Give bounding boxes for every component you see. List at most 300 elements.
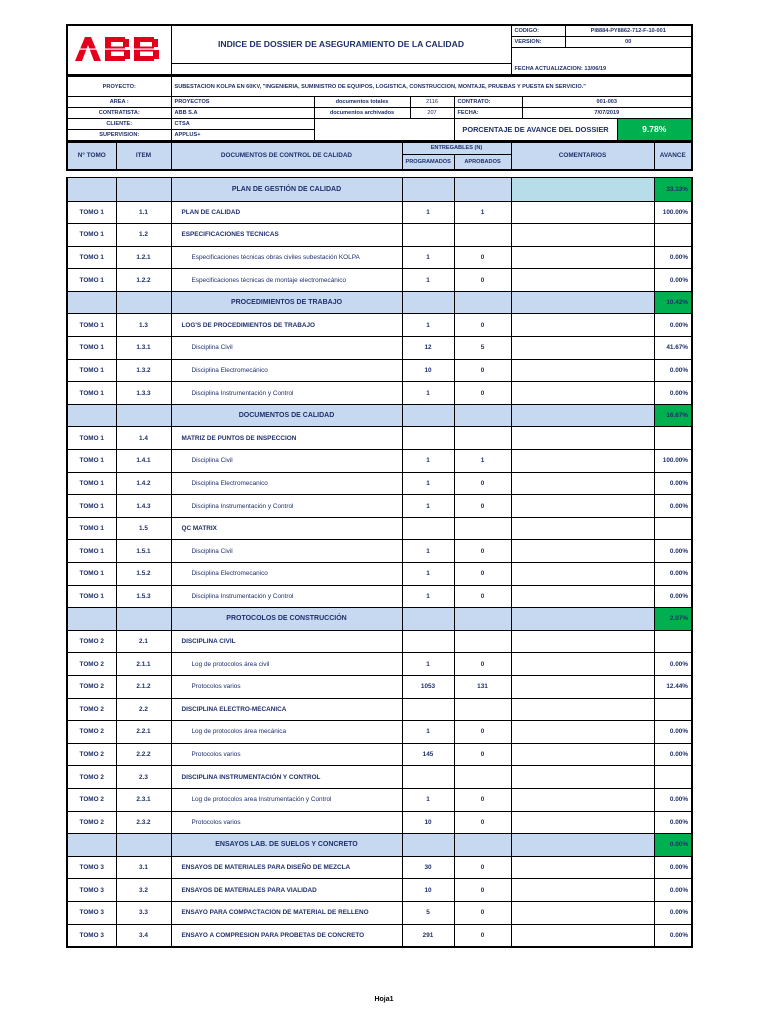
avance-cell: 41.67%	[654, 337, 692, 360]
supervision-value: APPLUS+	[171, 130, 314, 141]
item-cell: 3.2	[116, 879, 171, 902]
abb-logo-icon	[73, 35, 165, 63]
tomo-cell: TOMO 1	[67, 337, 116, 360]
comentarios-cell	[511, 653, 654, 676]
column-header-table	[66, 142, 693, 172]
programados-cell: 10	[402, 879, 454, 902]
avance-cell: 0.00%	[654, 269, 692, 292]
section-comment	[511, 178, 654, 202]
blank-cell	[116, 178, 171, 202]
tomo-cell: TOMO 1	[67, 450, 116, 473]
document-cell: Disciplina Civil	[171, 450, 402, 473]
blank-cell	[67, 291, 116, 314]
item-cell: 2.3.1	[116, 788, 171, 811]
codigo-value: PI8884-PY8862-712-F-10-001	[565, 25, 692, 36]
aprobados-cell: 0	[454, 653, 511, 676]
section-comment	[511, 291, 654, 314]
section-avance: 33.33%	[654, 178, 692, 202]
programados-cell: 30	[402, 856, 454, 879]
avance-cell: 0.00%	[654, 924, 692, 947]
comentarios-cell	[511, 698, 654, 721]
table-row	[67, 811, 692, 834]
tomo-cell: TOMO 2	[67, 811, 116, 834]
blank-cell	[402, 404, 454, 427]
section-row	[67, 834, 692, 857]
document-cell: Disciplina Instrumentación y Control	[171, 382, 402, 405]
avance-cell	[654, 630, 692, 653]
item-cell: 1.2.1	[116, 246, 171, 269]
col-aprobados: APROBADOS	[454, 154, 511, 170]
comentarios-cell	[511, 540, 654, 563]
aprobados-cell: 0	[454, 924, 511, 947]
comentarios-cell	[511, 675, 654, 698]
comentarios-cell	[511, 269, 654, 292]
aprobados-cell: 0	[454, 721, 511, 744]
tomo-cell: TOMO 1	[67, 585, 116, 608]
avance-cell	[654, 698, 692, 721]
avance-cell: 100.00%	[654, 201, 692, 224]
blank-cell	[511, 47, 692, 63]
section-title: PROTOCOLOS DE CONSTRUCCIÓN	[171, 608, 402, 631]
cliente-label: CLIENTE:	[67, 119, 171, 130]
avance-cell: 0.00%	[654, 856, 692, 879]
fecha-label: FECHA:	[454, 108, 522, 119]
comentarios-cell	[511, 382, 654, 405]
aprobados-cell: 0	[454, 811, 511, 834]
table-row	[67, 314, 692, 337]
blank-cell	[67, 608, 116, 631]
table-row	[67, 766, 692, 789]
blank-cell	[454, 608, 511, 631]
contrato-label: CONTRATO:	[454, 97, 522, 108]
blank-cell	[402, 178, 454, 202]
item-cell: 1.2.2	[116, 269, 171, 292]
table-row	[67, 517, 692, 540]
version-value: 00	[565, 36, 692, 47]
avance-cell: 0.00%	[654, 382, 692, 405]
blank-cell	[67, 834, 116, 857]
aprobados-cell: 0	[454, 879, 511, 902]
document-cell: Disciplina Instrumentación y Control	[171, 585, 402, 608]
tomo-cell: TOMO 1	[67, 427, 116, 450]
blank-cell	[67, 178, 116, 202]
cliente-value: CTSA	[171, 119, 314, 130]
item-cell: 1.5	[116, 517, 171, 540]
document-cell: Disciplina Civil	[171, 337, 402, 360]
document-cell: QC MATRIX	[171, 517, 402, 540]
document-cell: DISCIPLINA CIVIL	[171, 630, 402, 653]
programados-cell	[402, 630, 454, 653]
aprobados-cell: 131	[454, 675, 511, 698]
document-cell: ENSAYO A COMPRESION PARA PROBETAS DE CONCRETO	[171, 924, 402, 947]
section-comment	[511, 608, 654, 631]
tomo-cell: TOMO 1	[67, 563, 116, 586]
item-cell: 1.4.3	[116, 495, 171, 518]
item-cell: 2.2	[116, 698, 171, 721]
document-cell: Protocolos varios	[171, 675, 402, 698]
col-documentos: DOCUMENTOS DE CONTROL DE CALIDAD	[171, 142, 402, 170]
col-tomo: N° TOMO	[67, 142, 116, 170]
docs-totales-label: documentos totales	[314, 97, 410, 108]
col-avance: AVANCE	[654, 142, 692, 170]
table-row	[67, 201, 692, 224]
programados-cell: 145	[402, 743, 454, 766]
tomo-cell: TOMO 3	[67, 856, 116, 879]
programados-cell: 10	[402, 811, 454, 834]
table-row	[67, 382, 692, 405]
programados-cell	[402, 517, 454, 540]
area-label: AREA :	[67, 97, 171, 108]
programados-cell: 1	[402, 495, 454, 518]
programados-cell: 1	[402, 269, 454, 292]
aprobados-cell: 5	[454, 337, 511, 360]
avance-cell: 0.00%	[654, 563, 692, 586]
document-cell: ENSAYOS DE MATERIALES PARA VIALIDAD	[171, 879, 402, 902]
codigo-label: CODIGO:	[511, 25, 565, 36]
tomo-cell: TOMO 1	[67, 201, 116, 224]
comentarios-cell	[511, 450, 654, 473]
avance-cell: 0.00%	[654, 653, 692, 676]
document-cell: DISCIPLINA INSTRUMENTACIÓN Y CONTROL	[171, 766, 402, 789]
blank-cell	[454, 834, 511, 857]
dossier-rows	[67, 178, 692, 947]
programados-cell: 1	[402, 382, 454, 405]
avance-cell	[654, 427, 692, 450]
tomo-cell: TOMO 1	[67, 472, 116, 495]
aprobados-cell: 1	[454, 450, 511, 473]
item-cell: 1.3.3	[116, 382, 171, 405]
table-row	[67, 879, 692, 902]
table-row	[67, 788, 692, 811]
section-title: ENSAYOS LAB. DE SUELOS Y CONCRETO	[171, 834, 402, 857]
table-row	[67, 246, 692, 269]
blank-cell	[171, 63, 511, 75]
table-row	[67, 630, 692, 653]
aprobados-cell: 0	[454, 856, 511, 879]
item-cell: 2.1.2	[116, 675, 171, 698]
table-row	[67, 743, 692, 766]
fecha-actualizacion: FECHA ACTUALIZACION: 13/06/19	[511, 63, 692, 75]
comentarios-cell	[511, 563, 654, 586]
programados-cell	[402, 698, 454, 721]
table-row	[67, 653, 692, 676]
abb-logo	[67, 25, 171, 75]
tomo-cell: TOMO 1	[67, 314, 116, 337]
avance-cell: 0.00%	[654, 246, 692, 269]
comentarios-cell	[511, 472, 654, 495]
aprobados-cell	[454, 766, 511, 789]
avance-cell: 0.00%	[654, 585, 692, 608]
contratista-value: ABB S.A	[171, 108, 314, 119]
col-entregables: ENTREGABLES (N)	[402, 142, 511, 154]
avance-cell: 0.00%	[654, 811, 692, 834]
aprobados-cell: 0	[454, 585, 511, 608]
section-row	[67, 608, 692, 631]
document-cell: Log de protocolos área civil	[171, 653, 402, 676]
tomo-cell: TOMO 2	[67, 653, 116, 676]
programados-cell: 1	[402, 450, 454, 473]
blank-cell	[454, 291, 511, 314]
item-cell: 3.1	[116, 856, 171, 879]
table-row	[67, 901, 692, 924]
item-cell: 2.1.1	[116, 653, 171, 676]
table-row	[67, 856, 692, 879]
comentarios-cell	[511, 788, 654, 811]
aprobados-cell: 0	[454, 246, 511, 269]
item-cell: 2.2.2	[116, 743, 171, 766]
aprobados-cell: 0	[454, 269, 511, 292]
table-row	[67, 269, 692, 292]
supervision-label: SUPERVISION:	[67, 130, 171, 141]
programados-cell	[402, 427, 454, 450]
area-value: PROYECTOS	[171, 97, 314, 108]
table-row	[67, 585, 692, 608]
programados-cell: 1	[402, 653, 454, 676]
comentarios-cell	[511, 901, 654, 924]
item-cell: 1.4.1	[116, 450, 171, 473]
comentarios-cell	[511, 585, 654, 608]
programados-cell: 1	[402, 201, 454, 224]
avance-cell: 0.00%	[654, 472, 692, 495]
document-cell: Especificaciones técnicas de montaje electromecánico	[171, 269, 402, 292]
avance-cell: 0.00%	[654, 901, 692, 924]
aprobados-cell: 0	[454, 563, 511, 586]
section-avance: 0.00%	[654, 834, 692, 857]
document-cell: Protocolos varios	[171, 811, 402, 834]
comentarios-cell	[511, 314, 654, 337]
dossier-sheet	[66, 24, 691, 948]
avance-cell: 100.00%	[654, 450, 692, 473]
comentarios-cell	[511, 201, 654, 224]
tomo-cell: TOMO 2	[67, 675, 116, 698]
comentarios-cell	[511, 517, 654, 540]
col-programados: PROGRAMADOS	[402, 154, 454, 170]
tomo-cell: TOMO 1	[67, 246, 116, 269]
section-row	[67, 178, 692, 202]
section-title: PROCEDIMIENTOS DE TRABAJO	[171, 291, 402, 314]
item-cell: 1.4	[116, 427, 171, 450]
section-comment	[511, 834, 654, 857]
aprobados-cell: 0	[454, 540, 511, 563]
contrato-value: 001-003	[522, 97, 692, 108]
programados-cell: 5	[402, 901, 454, 924]
avance-cell	[654, 517, 692, 540]
item-cell: 2.1	[116, 630, 171, 653]
item-cell: 1.3.2	[116, 359, 171, 382]
blank-cell	[454, 404, 511, 427]
item-cell: 2.3	[116, 766, 171, 789]
aprobados-cell	[454, 517, 511, 540]
document-cell: ENSAYOS DE MATERIALES PARA DISEÑO DE MEZCLA	[171, 856, 402, 879]
programados-cell: 1	[402, 246, 454, 269]
document-cell: Disciplina Electromecanico	[171, 472, 402, 495]
comentarios-cell	[511, 721, 654, 744]
docs-totales-value: 2116	[410, 97, 454, 108]
programados-cell	[402, 224, 454, 247]
comentarios-cell	[511, 246, 654, 269]
aprobados-cell: 0	[454, 314, 511, 337]
item-cell: 1.3	[116, 314, 171, 337]
document-cell: ESPECIFICACIONES TECNICAS	[171, 224, 402, 247]
table-row	[67, 359, 692, 382]
proyecto-label: PROYECTO:	[67, 77, 171, 97]
porcentaje-label: PORCENTAJE DE AVANCE DEL DOSSIER	[454, 119, 617, 141]
document-cell: ENSAYO PARA COMPACTACION DE MATERIAL DE RELLENO	[171, 901, 402, 924]
item-cell: 2.3.2	[116, 811, 171, 834]
comentarios-cell	[511, 630, 654, 653]
item-cell: 1.3.1	[116, 337, 171, 360]
tomo-cell: TOMO 3	[67, 879, 116, 902]
tomo-cell: TOMO 2	[67, 630, 116, 653]
tomo-cell: TOMO 1	[67, 382, 116, 405]
table-row	[67, 698, 692, 721]
tomo-cell: TOMO 1	[67, 495, 116, 518]
avance-cell: 0.00%	[654, 314, 692, 337]
table-row	[67, 427, 692, 450]
item-cell: 1.5.2	[116, 563, 171, 586]
tomo-cell: TOMO 1	[67, 540, 116, 563]
table-row	[67, 224, 692, 247]
document-cell: LOG'S DE PROCEDIMIENTOS DE TRABAJO	[171, 314, 402, 337]
document-cell: Log de protocolos area Instrumentación y Control	[171, 788, 402, 811]
section-avance: 2.07%	[654, 608, 692, 631]
blank-cell	[454, 178, 511, 202]
tomo-cell: TOMO 1	[67, 224, 116, 247]
porcentaje-value: 9.78%	[617, 119, 692, 141]
blank-cell	[116, 834, 171, 857]
item-cell: 1.2	[116, 224, 171, 247]
item-cell: 1.4.2	[116, 472, 171, 495]
comentarios-cell	[511, 924, 654, 947]
item-cell: 2.2.1	[116, 721, 171, 744]
programados-cell: 1	[402, 585, 454, 608]
programados-cell: 1	[402, 788, 454, 811]
blank-cell	[402, 834, 454, 857]
programados-cell: 1	[402, 472, 454, 495]
blank-cell	[314, 119, 454, 130]
tomo-cell: TOMO 2	[67, 766, 116, 789]
tomo-cell: TOMO 2	[67, 698, 116, 721]
table-row	[67, 472, 692, 495]
document-cell: Log de protocolos área mecánica	[171, 721, 402, 744]
comentarios-cell	[511, 766, 654, 789]
table-row	[67, 495, 692, 518]
comentarios-cell	[511, 743, 654, 766]
proyecto-value: SUBESTACION KOLPA EN 60KV, "INGENIERIA, SUMINISTRO DE EQUIPOS, LOGISTICA, CONSTRUCCION, MONTAJE, PRUEBAS Y PUESTA EN SERVICIO."	[171, 77, 692, 97]
header-table	[66, 24, 693, 76]
table-row	[67, 337, 692, 360]
avance-cell	[654, 224, 692, 247]
document-cell: DISCIPLINA ELECTRO-MECANICA	[171, 698, 402, 721]
table-row	[67, 721, 692, 744]
tomo-cell: TOMO 3	[67, 901, 116, 924]
table-row	[67, 675, 692, 698]
aprobados-cell	[454, 224, 511, 247]
comentarios-cell	[511, 359, 654, 382]
aprobados-cell: 1	[454, 201, 511, 224]
programados-cell: 1	[402, 314, 454, 337]
col-item: ITEM	[116, 142, 171, 170]
tomo-cell: TOMO 2	[67, 788, 116, 811]
comentarios-cell	[511, 811, 654, 834]
comentarios-cell	[511, 856, 654, 879]
document-cell: MATRIZ DE PUNTOS DE INSPECCION	[171, 427, 402, 450]
avance-cell: 0.00%	[654, 879, 692, 902]
programados-cell: 291	[402, 924, 454, 947]
document-cell: Protocolos varios	[171, 743, 402, 766]
comentarios-cell	[511, 495, 654, 518]
aprobados-cell: 0	[454, 495, 511, 518]
blank-cell	[116, 291, 171, 314]
aprobados-cell: 0	[454, 359, 511, 382]
blank-cell	[116, 404, 171, 427]
aprobados-cell: 0	[454, 901, 511, 924]
document-cell: PLAN DE CALIDAD	[171, 201, 402, 224]
document-cell: Disciplina Electromecanico	[171, 563, 402, 586]
document-cell: Disciplina Instrumentación y Control	[171, 495, 402, 518]
aprobados-cell: 0	[454, 743, 511, 766]
programados-cell: 10	[402, 359, 454, 382]
document-cell: Disciplina Electromecánico	[171, 359, 402, 382]
avance-cell: 0.00%	[654, 721, 692, 744]
aprobados-cell	[454, 630, 511, 653]
tomo-cell: TOMO 2	[67, 743, 116, 766]
blank-cell	[402, 291, 454, 314]
item-cell: 3.3	[116, 901, 171, 924]
section-avance: 10.42%	[654, 291, 692, 314]
comentarios-cell	[511, 337, 654, 360]
item-cell: 3.4	[116, 924, 171, 947]
table-row	[67, 540, 692, 563]
avance-cell	[654, 766, 692, 789]
comentarios-cell	[511, 224, 654, 247]
blank-cell	[67, 404, 116, 427]
blank-cell	[402, 608, 454, 631]
avance-cell: 12.44%	[654, 675, 692, 698]
table-row	[67, 924, 692, 947]
version-label: VERSION:	[511, 36, 565, 47]
table-row	[67, 563, 692, 586]
col-comentarios: COMENTARIOS	[511, 142, 654, 170]
aprobados-cell	[454, 698, 511, 721]
tomo-cell: TOMO 1	[67, 517, 116, 540]
aprobados-cell	[454, 427, 511, 450]
avance-cell: 0.00%	[654, 788, 692, 811]
blank-cell	[116, 608, 171, 631]
section-title: PLAN DE GESTIÓN DE CALIDAD	[171, 178, 402, 202]
tomo-cell: TOMO 1	[67, 269, 116, 292]
contratista-label: CONTRATISTA:	[67, 108, 171, 119]
fecha-value: 7/07/2019	[522, 108, 692, 119]
docs-archivados-value: 207	[410, 108, 454, 119]
section-title: DOCUMENTOS DE CALIDAD	[171, 404, 402, 427]
tomo-cell: TOMO 2	[67, 721, 116, 744]
tomo-cell: TOMO 3	[67, 924, 116, 947]
tomo-cell: TOMO 1	[67, 359, 116, 382]
avance-cell: 0.00%	[654, 540, 692, 563]
document-cell: Disciplina Civil	[171, 540, 402, 563]
aprobados-cell: 0	[454, 472, 511, 495]
sheet-tab-label: Hoja1	[374, 996, 394, 1003]
programados-cell	[402, 766, 454, 789]
avance-cell: 0.00%	[654, 359, 692, 382]
programados-cell: 1	[402, 563, 454, 586]
dossier-body-table	[66, 177, 693, 948]
avance-cell: 0.00%	[654, 495, 692, 518]
section-row	[67, 404, 692, 427]
document-title: INDICE DE DOSSIER DE ASEGURAMIENTO DE LA CALIDAD	[171, 25, 511, 63]
table-row	[67, 450, 692, 473]
